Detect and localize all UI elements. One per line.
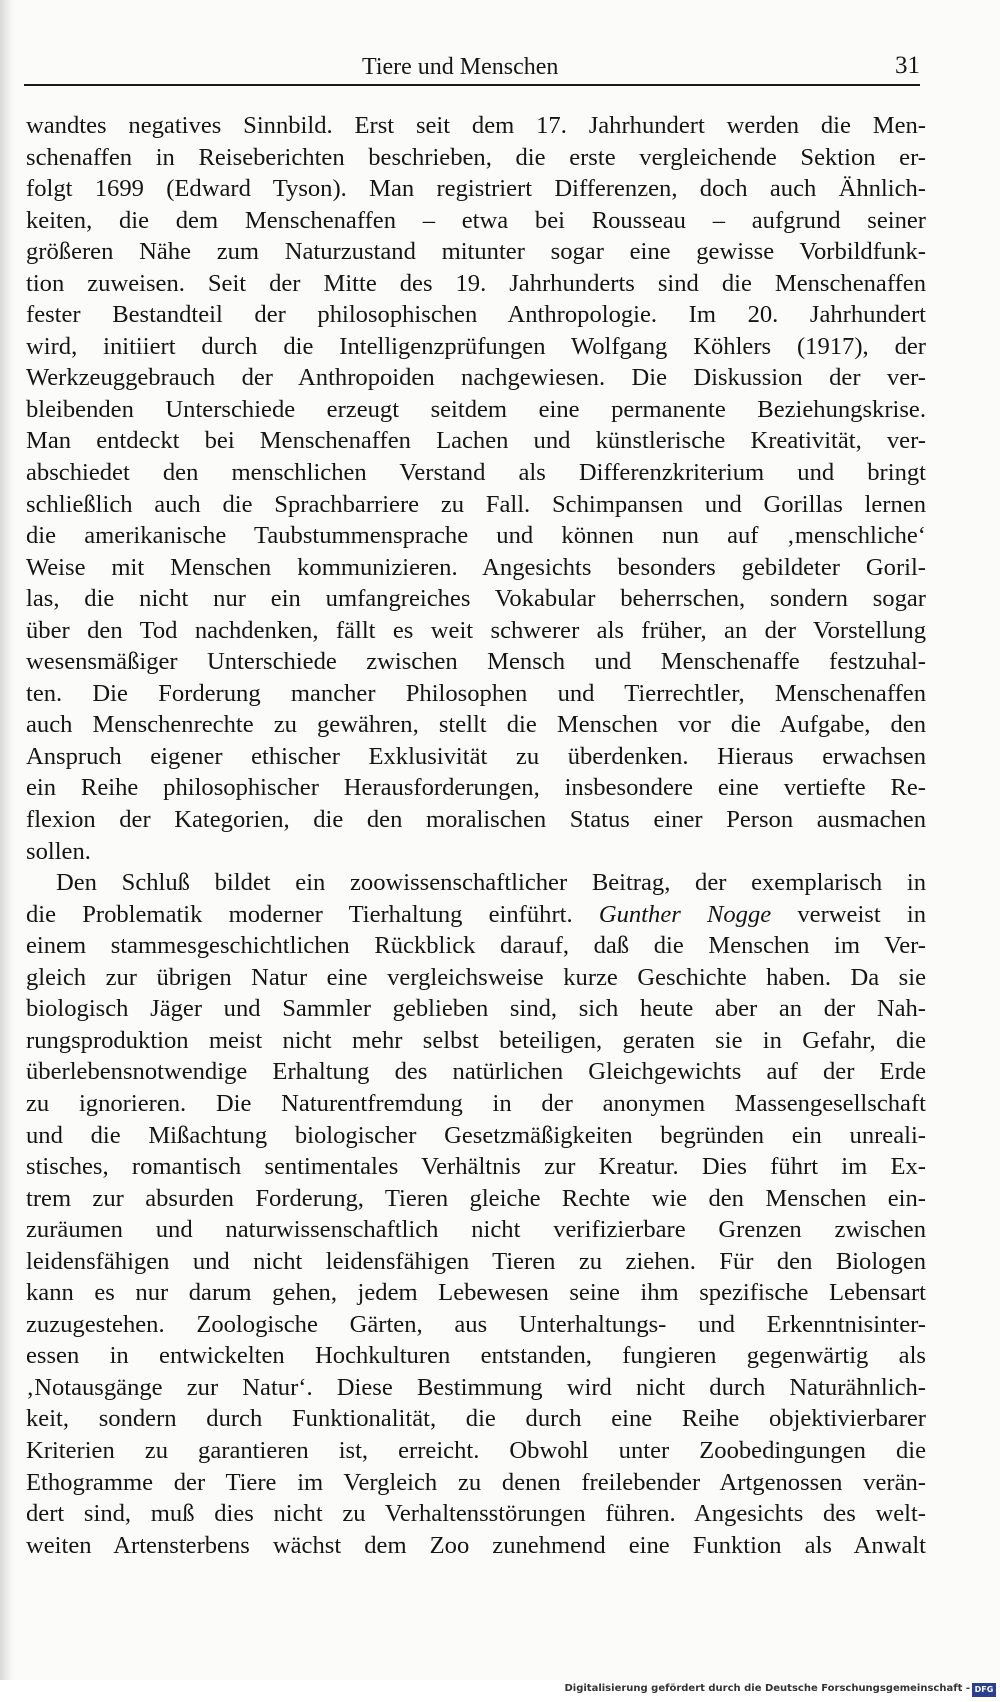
text-line: wesensmäßiger Unterschiede zwischen Mensch und Menschenaffe festzuhal-	[26, 648, 926, 676]
text-line: größeren Nähe zum Naturzustand mitunter sogar eine gewisse Vorbildfunk-	[26, 238, 926, 266]
line-segment: verweist in	[771, 900, 926, 928]
text-line: auch Menschenrechte zu gewähren, stellt die Menschen vor die Aufgabe, den	[26, 711, 926, 739]
body-text	[26, 110, 926, 1593]
text-line: keit, sondern durch Funktionalität, die durch eine Reihe objektivierbarer	[26, 1405, 926, 1433]
text-line: flexion der Kategorien, die den moralischen Status einer Person ausmachen	[26, 806, 926, 834]
text-line: stisches, romantisch sentimentales Verhältnis zur Kreatur. Dies führt im Ex-	[26, 1153, 926, 1181]
text-line: trem zur absurden Forderung, Tieren gleiche Rechte wie den Menschen ein-	[26, 1184, 926, 1212]
text-line: Ethogramme der Tiere im Vergleich zu denen freilebender Artgenossen verän-	[26, 1468, 926, 1496]
text-line: Anspruch eigener ethischer Exklusivität zu überdenken. Hieraus erwachsen	[26, 742, 926, 770]
text-line: zuzugestehen. Zoologische Gärten, aus Unterhaltungs- und Erkenntnisinter-	[26, 1310, 926, 1338]
text-line: essen in entwickelten Hochkulturen entstanden, fungieren gegenwärtig als	[26, 1342, 926, 1370]
text-line: und die Mißachtung biologischer Gesetzmäßigkeiten begründen ein unreali-	[26, 1121, 926, 1149]
digitization-credit: Digitalisierung gefördert durch die Deutsche Forschungsgemeinschaft -	[564, 1683, 970, 1694]
text-line: biologisch Jäger und Sammler geblieben sind, sich heute aber an der Nah-	[26, 995, 926, 1023]
dfg-logo-icon: DFG	[972, 1683, 996, 1697]
text-line: wandtes negatives Sinnbild. Erst seit dem 17. Jahrhundert werden die Men-	[26, 112, 926, 139]
text-line: ‚Notausgänge zur Natur‘. Diese Bestimmung wird nicht durch Naturähnlich-	[26, 1373, 926, 1401]
text-line: folgt 1699 (Edward Tyson). Man registriert Differenzen, doch auch Ähnlich-	[26, 175, 926, 203]
running-title: Tiere und Menschen	[362, 54, 559, 80]
text-line: Weise mit Menschen kommunizieren. Angesichts besonders gebildeter Goril-	[26, 553, 926, 581]
text-line: Kriterien zu garantieren ist, erreicht. Obwohl unter Zoobedingungen die	[26, 1436, 926, 1464]
author-name: Gunther Nogge	[598, 900, 772, 928]
text-line: die amerikanische Taubstummensprache und können nun auf ‚menschliche‘	[26, 522, 926, 550]
line-segment: die Problematik moderner Tierhaltung einführt.	[26, 900, 573, 928]
text-line: wird, initiiert durch die Intelligenzprüfungen Wolfgang Köhlers (1917), der	[26, 332, 926, 360]
text-line: las, die nicht nur ein umfangreiches Vokabular beherrschen, sondern sogar	[26, 585, 926, 613]
text-line: abschiedet den menschlichen Verstand als Differenzkriterium und bringt	[26, 459, 926, 487]
text-line: zuräumen und naturwissenschaftlich nicht verifizierbare Grenzen zwischen	[26, 1216, 926, 1244]
text-line: tion zuweisen. Seit der Mitte des 19. Jahrhunderts sind die Menschenaffen	[26, 269, 926, 297]
text-line: überlebensnotwendige Erhaltung des natürlichen Gleichgewichts auf der Erde	[26, 1058, 926, 1086]
paragraph-start-line: Den Schluß bildet ein zoowissenschaftlicher Beitrag, der exemplarisch in	[56, 869, 926, 897]
text-line: über den Tod nachdenken, fällt es weit schwerer als früher, an der Vorstellung	[26, 616, 926, 644]
paragraph-end-line: sollen.	[26, 837, 91, 865]
text-line: keiten, die dem Menschenaffen – etwa bei Rousseau – aufgrund seiner	[26, 206, 926, 234]
text-line: gleich zur übrigen Natur eine vergleichsweise kurze Geschichte haben. Da sie	[26, 963, 926, 991]
digitization-footer	[0, 1680, 1000, 1702]
gutter-shadow	[0, 0, 14, 1702]
text-line: einem stammesgeschichtlichen Rückblick darauf, daß die Menschen im Ver-	[26, 932, 926, 960]
text-line	[26, 1561, 926, 1593]
text-line-with-author	[26, 899, 926, 931]
text-line: rungsproduktion meist nicht mehr selbst beteiligen, geraten sie in Gefahr, die	[26, 1026, 926, 1054]
text-line: weiten Artensterbens wächst dem Zoo zunehmend eine Funktion als Anwalt	[26, 1531, 926, 1559]
text-line: fester Bestandteil der philosophischen Anthropologie. Im 20. Jahrhundert	[26, 301, 926, 329]
page-number: 31	[895, 52, 920, 79]
text-line: Man entdeckt bei Menschenaffen Lachen und künstlerische Kreativität, ver-	[26, 427, 926, 455]
text-line: bleibenden Unterschiede erzeugt seitdem eine permanente Beziehungskrise.	[26, 395, 926, 423]
text-line: schenaffen in Reiseberichten beschrieben, die erste vergleichende Sektion er-	[26, 143, 926, 171]
page-header	[24, 52, 920, 86]
text-line: ten. Die Forderung mancher Philosophen und Tierrechtler, Menschenaffen	[26, 679, 926, 707]
text-line: kann es nur darum gehen, jedem Lebewesen seine ihm spezifische Lebensart	[26, 1279, 926, 1307]
text-line: zu ignorieren. Die Naturentfremdung in der anonymen Massengesellschaft	[26, 1089, 926, 1117]
text-line: schließlich auch die Sprachbarriere zu Fall. Schimpansen und Gorillas lernen	[26, 490, 926, 518]
text-line: dert sind, muß dies nicht zu Verhaltensstörungen führen. Angesichts des welt-	[26, 1500, 926, 1528]
header-rule	[24, 84, 920, 86]
text-line: leidensfähigen und nicht leidensfähigen Tieren zu ziehen. Für den Biologen	[26, 1247, 926, 1275]
text-line: Werkzeuggebrauch der Anthropoiden nachgewiesen. Die Diskussion der ver-	[26, 364, 926, 392]
text-line: ein Reihe philosophischer Herausforderungen, insbesondere eine vertiefte Re-	[26, 774, 926, 802]
